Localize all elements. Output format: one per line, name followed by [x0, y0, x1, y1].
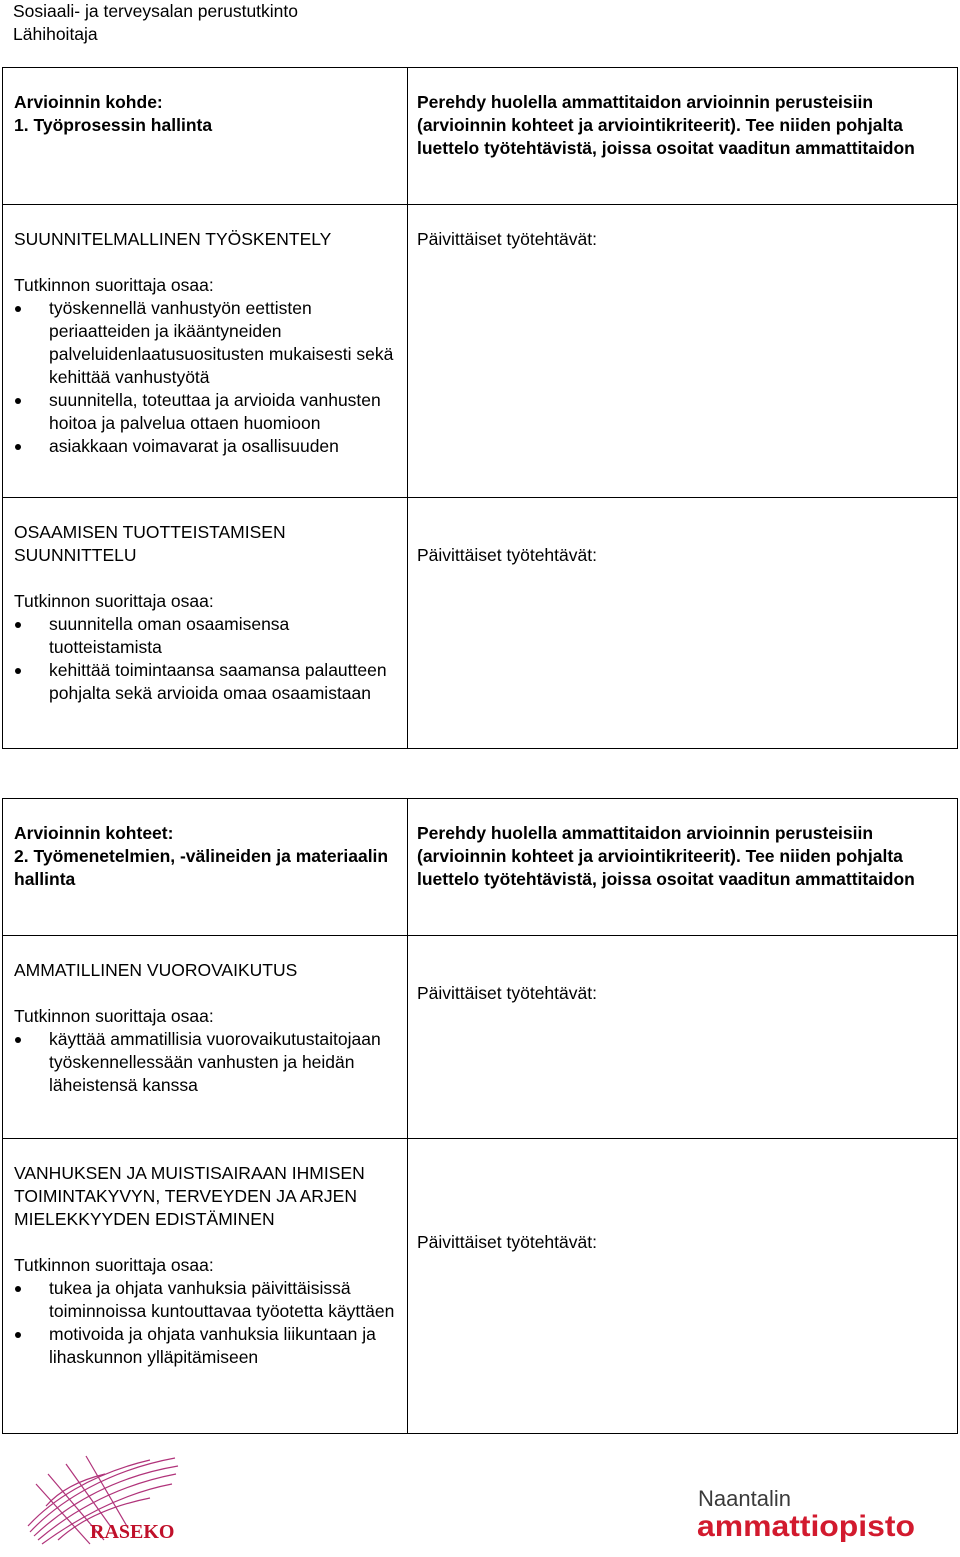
table-row [3, 205, 958, 498]
criteria-cell [3, 936, 408, 1139]
section-title: SUUNNITELMALLINEN TYÖSKENTELY [14, 229, 332, 249]
list-item: käyttää ammatillisia vuorovaikutustaitojaan työskennellessään vanhusten ja heidän läheistensä kanssa [14, 1028, 399, 1097]
table-header-row [3, 68, 958, 205]
criteria-list [14, 297, 399, 458]
list-item: tukea ja ohjata vanhuksia päivittäisissä toiminnoissa kuntouttavaa työotetta käyttäen [14, 1277, 399, 1323]
raseko-wordmark: RASEKO [90, 1521, 175, 1543]
daily-tasks-cell[interactable] [408, 936, 958, 1139]
instructions-text: Perehdy huolella ammattitaidon arvioinnin perusteisiin (arvioinnin kohteet ja arviointikriteerit). Tee niiden pohjalta luettelo työtehtävistä, joissa osoitat vaaditun ammattitaidon [417, 823, 915, 889]
list-item: asiakkaan voimavarat ja osallisuuden [14, 435, 399, 458]
criteria-cell [3, 205, 408, 498]
table-row [3, 1139, 958, 1434]
instructions-cell [408, 68, 958, 205]
daily-tasks-cell[interactable] [408, 1139, 958, 1434]
table-row [3, 936, 958, 1139]
document-header [13, 0, 298, 46]
assessment-target-cell [3, 68, 408, 205]
section-subtitle: Tutkinnon suorittaja osaa: [14, 1255, 214, 1275]
list-item: suunnitella oman osaamisensa tuotteistamista [14, 613, 399, 659]
criteria-cell [3, 498, 408, 749]
qualification-title: Lähihoitaja [13, 24, 98, 44]
assessment-target-cell [3, 799, 408, 936]
assessment-target-value: 1. Työprosessin hallinta [14, 115, 213, 135]
section-title: OSAAMISEN TUOTTEISTAMISEN SUUNNITTELU [14, 522, 286, 565]
naantali-wordmark-bottom: ammattiopisto [697, 1510, 915, 1543]
instructions-cell [408, 799, 958, 936]
list-item: työskennellä vanhustyön eettisten periaatteiden ja ikääntyneiden palveluidenlaatusuositusten mukaisesti sekä kehittää vanhustyötä [14, 297, 399, 389]
footer-logos [0, 1440, 960, 1551]
daily-tasks-cell[interactable] [408, 498, 958, 749]
daily-tasks-label: Päivittäiset työtehtävät: [417, 545, 597, 565]
table-row [3, 498, 958, 749]
section-title: VANHUKSEN JA MUISTISAIRAAN IHMISEN TOIMINTAKYVYN, TERVEYDEN JA ARJEN MIELEKKYYDEN EDISTÄMINEN [14, 1163, 365, 1229]
daily-tasks-cell[interactable] [408, 205, 958, 498]
raseko-logo [28, 1456, 178, 1544]
list-item: kehittää toimintaansa saamansa palautteen pohjalta sekä arvioida omaa osaamistaan [14, 659, 399, 705]
criteria-cell [3, 1139, 408, 1434]
naantali-logo [697, 1486, 915, 1543]
naantali-wordmark-top: Naantalin [698, 1486, 791, 1511]
list-item: motivoida ja ohjata vanhuksia liikuntaan ja lihaskunnon ylläpitämiseen [14, 1323, 399, 1369]
section-subtitle: Tutkinnon suorittaja osaa: [14, 591, 214, 611]
assessment-target-label: Arvioinnin kohde: [14, 92, 163, 112]
daily-tasks-label: Päivittäiset työtehtävät: [417, 229, 597, 249]
footer-logo-graphics [0, 1440, 960, 1551]
daily-tasks-label: Päivittäiset työtehtävät: [417, 1232, 597, 1252]
criteria-list [14, 613, 399, 705]
criteria-list [14, 1277, 399, 1369]
criteria-list [14, 1028, 399, 1097]
degree-title: Sosiaali- ja terveysalan perustutkinto [13, 1, 299, 21]
assessment-table-2 [2, 798, 958, 1434]
table-header-row [3, 799, 958, 936]
assessment-target-label: Arvioinnin kohteet: [14, 823, 174, 843]
daily-tasks-label: Päivittäiset työtehtävät: [417, 983, 597, 1003]
section-subtitle: Tutkinnon suorittaja osaa: [14, 1006, 214, 1026]
section-title: AMMATILLINEN VUOROVAIKUTUS [14, 960, 298, 980]
assessment-table-1 [2, 67, 958, 749]
instructions-text: Perehdy huolella ammattitaidon arvioinnin perusteisiin (arvioinnin kohteet ja arviointikriteerit). Tee niiden pohjalta luettelo työtehtävistä, joissa osoitat vaaditun ammattitaidon [417, 92, 915, 158]
list-item: suunnitella, toteuttaa ja arvioida vanhusten hoitoa ja palvelua ottaen huomioon [14, 389, 399, 435]
section-subtitle: Tutkinnon suorittaja osaa: [14, 275, 214, 295]
assessment-target-value: 2. Työmenetelmien, -välineiden ja materiaalin hallinta [14, 846, 389, 889]
